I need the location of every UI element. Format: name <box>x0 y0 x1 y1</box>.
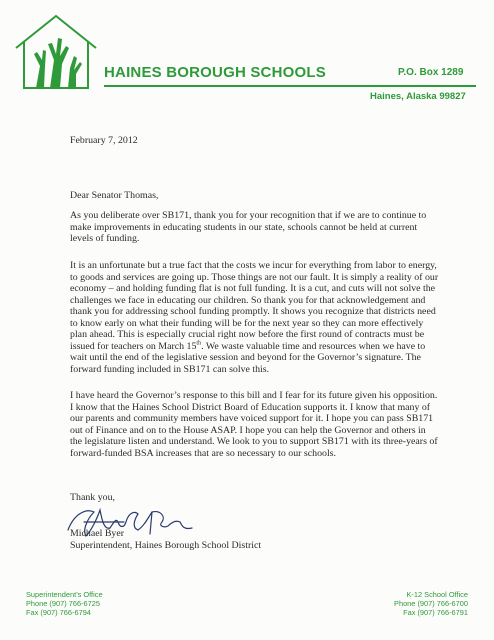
footer-right-office: K-12 School Office <box>406 590 468 599</box>
paragraph-2-text-a: It is an unfortunate but a true fact that the costs we incur for everything from labor to energy, to goods and services are going up. Those things are not our fault. It is simply a reality of our economy – and holding funding flat is not full funding. It is a cut, and cuts will not solve the challenges we face in educating our children. So thank you for that acknowledgement and thank you for addressing school funding promptly. It shows you recognize that districts need to know early on what their funding will be for the next year so they can more effectively plan ahead. This is especially crucial right now before the first round of contracts must be issued for teachers on March 15 <box>70 260 439 352</box>
ordinal-suffix: th <box>196 340 202 347</box>
letter-date: February 7, 2012 <box>70 135 138 146</box>
school-logo <box>14 8 98 92</box>
paragraph-2 <box>70 260 440 375</box>
closing: Thank you, <box>70 492 115 503</box>
footer-superintendent-office <box>26 590 103 618</box>
footer-left-fax: Fax (907) 766-6794 <box>26 608 91 618</box>
org-name: HAINES BOROUGH SCHOOLS <box>104 64 326 81</box>
footer-right-phone: Phone (907) 766-6700 <box>394 599 468 609</box>
city-address: Haines, Alaska 99827 <box>370 91 466 102</box>
header-rule <box>104 85 476 87</box>
paragraph-1: As you deliberate over SB171, thank you for your recognition that if we are to continue to make improvements in educating students in our state, schools cannot be held at current levels of funding. <box>70 210 427 244</box>
footer-left-office: Superintendent’s Office <box>26 590 103 599</box>
signer-name: Michael Byer <box>70 528 125 539</box>
footer-right-fax: Fax (907) 766-6791 <box>403 608 468 618</box>
po-box: P.O. Box 1289 <box>398 67 464 78</box>
paragraph-3: I have heard the Governor’s response to this bill and I fear for its future given his opposition. I know that the Haines School District Board of Education supports it. I know that many of our parents and community members have voiced support for it. I hope you can pass SB171 out of Finance and on to the House ASAP. I hope you can help the Governor and others in the legislature listen and understand. We look to you to support SB171 with its three-years of forward-funded BSA increases that are so necessary to our schools. <box>70 390 438 459</box>
footer-school-office <box>394 590 468 618</box>
footer-left-phone: Phone (907) 766-6725 <box>26 599 100 609</box>
paragraph-2-text-b: . We waste valuable time and resources when we have to wait until the end of the legislative session and beyond for the Governor’s signature. The forward funding included in SB171 can solve this. <box>70 340 426 375</box>
signer-title: Superintendent, Haines Borough School District <box>70 540 262 551</box>
salutation: Dear Senator Thomas, <box>70 190 159 201</box>
